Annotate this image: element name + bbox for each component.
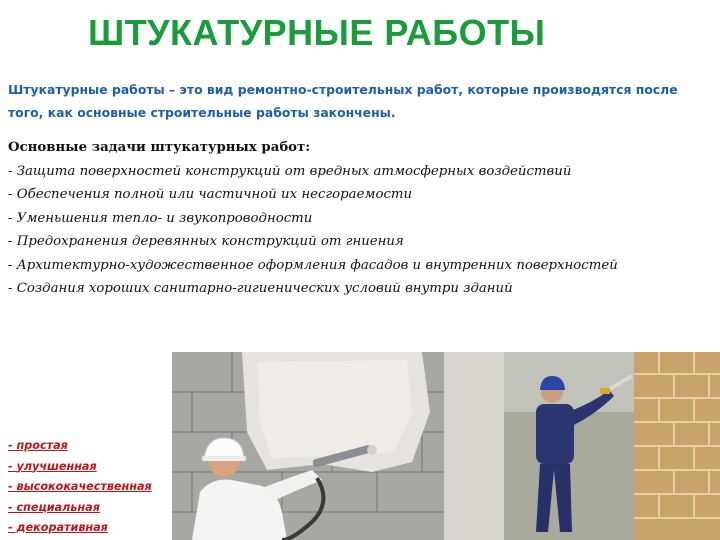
type-link-special[interactable]: - специальная — [8, 500, 100, 514]
task-item: - Архитектурно-художественное оформления фасадов и внутренних поверхностей — [8, 257, 618, 273]
type-link-improved[interactable]: - улучшенная — [8, 459, 97, 473]
task-item: - Создания хороших санитарно-гигиенических условий внутри зданий — [8, 281, 513, 296]
task-item: - Обеспечения полной или частичной их несгораемости — [8, 187, 413, 202]
page-title: ШТУКАТУРНЫЕ РАБОТЫ — [88, 12, 546, 53]
plaster-types-list — [8, 436, 152, 539]
photo-plaster-spraying — [172, 352, 444, 540]
tasks-section — [8, 136, 713, 301]
photo-plaster-ladder — [444, 352, 720, 540]
type-link-high-quality[interactable]: - высококачественная — [8, 480, 152, 493]
intro-paragraph: Штукатурные работы – это вид ремонтно-строительных работ, которые производятся после того, как основные строительные работы закончены. — [8, 82, 678, 120]
task-item: - Предохранения деревянных конструкций от гниения — [8, 234, 404, 249]
type-link-decorative[interactable]: - декоративная — [8, 521, 108, 534]
tasks-heading: Основные задачи штукатурных работ: — [8, 140, 311, 155]
task-item: - Уменьшения тепло- и звукопроводности — [8, 210, 313, 226]
type-link-simple[interactable]: - простая — [8, 439, 68, 452]
task-item: - Защита поверхностей конструкций от вредных атмосферных воздействий — [8, 163, 572, 179]
